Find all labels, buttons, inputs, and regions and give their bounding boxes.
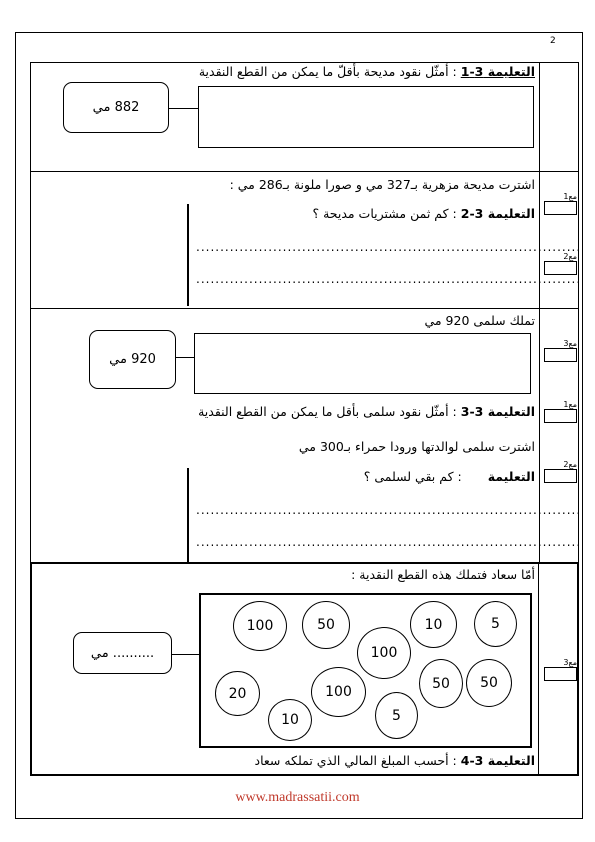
task-3-3-instruction	[198, 404, 535, 419]
criterion-mark-1[interactable]	[544, 192, 577, 215]
criterion-box[interactable]	[544, 469, 577, 483]
task-3-4-answer-box[interactable]: .......... مي	[73, 632, 172, 674]
task-3-3b-label: التعليمة	[487, 469, 535, 484]
section-divider	[539, 309, 540, 562]
answer-dotted-line[interactable]: ................................................................................	[196, 503, 582, 517]
criterion-box[interactable]	[544, 667, 577, 681]
task-3-4-statement: أمّا سعاد فتملك هذه القطع النقدية :	[351, 567, 535, 582]
criterion-box[interactable]	[544, 409, 577, 423]
task-3-1-answer-box[interactable]	[198, 86, 534, 148]
task-3-3b-instruction	[364, 469, 535, 484]
coin-50: 50	[466, 659, 512, 707]
coin-10: 10	[410, 601, 457, 648]
criterion-label: مع2	[563, 460, 577, 469]
answer-margin-line	[187, 204, 189, 306]
criterion-box[interactable]	[544, 261, 577, 275]
answer-dotted-line[interactable]: ................................................................................	[196, 535, 582, 549]
task-3-3-label: التعليمة 3-3	[460, 404, 535, 419]
criterion-label: مع3	[563, 339, 577, 348]
task-3-3-amount-box: 920 مي	[89, 330, 176, 389]
footer-website: www.madrassatii.com	[235, 790, 360, 805]
section-divider	[539, 63, 540, 171]
task-3-2-statement: اشترت مديحة مزهرية بـ327 مي و صورا ملونة بـ286 مي :	[229, 177, 535, 192]
coin-50: 50	[302, 601, 350, 649]
task-3-2-text: : كم ثمن مشتريات مديحة ؟	[312, 206, 457, 221]
criterion-mark-1[interactable]	[544, 400, 577, 423]
task-3-4-text: : أحسب المبلغ المالي الذي تملكه سعاد	[254, 753, 457, 768]
coin-20: 20	[215, 671, 260, 716]
coin-10: 10	[268, 699, 312, 741]
coin-50: 50	[419, 659, 463, 708]
coin-100: 100	[311, 667, 366, 717]
task-3-3-text: : أمثّل نقود سلمى بأقل ما يمكن من القطع النقدية	[198, 404, 457, 419]
criterion-box[interactable]	[544, 201, 577, 215]
task-3-1-label: التعليمة 3-1	[460, 64, 535, 79]
criterion-label: مع1	[563, 400, 577, 409]
criterion-box[interactable]	[544, 348, 577, 362]
coin-5: 5	[474, 601, 517, 647]
criterion-label: مع3	[563, 658, 577, 667]
page-number: 2	[550, 36, 556, 46]
criterion-mark-3[interactable]	[544, 339, 577, 362]
criterion-mark-2[interactable]	[544, 460, 577, 483]
criterion-mark-3[interactable]	[544, 658, 577, 681]
task-3-4-label: التعليمة 3-4	[460, 753, 535, 768]
criterion-mark-2[interactable]	[544, 252, 577, 275]
task-3-4-instruction	[255, 753, 536, 768]
coin-100: 100	[233, 601, 287, 651]
task-3-3-answer-box[interactable]	[194, 333, 531, 394]
coin-100: 100	[357, 627, 411, 679]
task-3-3b-statement: اشترت سلمى لوالدتها ورودا حمراء بـ300 مي	[298, 439, 535, 454]
connector-line	[169, 108, 198, 109]
connector-line	[176, 357, 194, 358]
criterion-label: مع1	[563, 192, 577, 201]
task-3-1-text: : أمثّل نقود مديحة بأقلّ ما يمكن من القطع النقدية	[198, 64, 457, 79]
task-3-1-amount-box: 882 مي	[63, 82, 169, 133]
task-3-3b-text: : كم بقي لسلمى ؟	[363, 469, 462, 484]
answer-dotted-line[interactable]: ................................................................................	[196, 272, 582, 286]
section-divider	[538, 564, 539, 774]
connector-line	[172, 654, 199, 655]
task-3-3-statement: تملك سلمى 920 مي	[424, 313, 535, 328]
task-3-2-label: التعليمة 3-2	[460, 206, 535, 221]
coin-5: 5	[375, 692, 418, 739]
task-3-1-instruction	[199, 64, 535, 79]
criterion-label: مع2	[563, 252, 577, 261]
answer-dotted-line[interactable]: ................................................................................	[196, 240, 582, 254]
task-3-2-instruction	[312, 206, 535, 221]
answer-margin-line	[187, 468, 189, 563]
